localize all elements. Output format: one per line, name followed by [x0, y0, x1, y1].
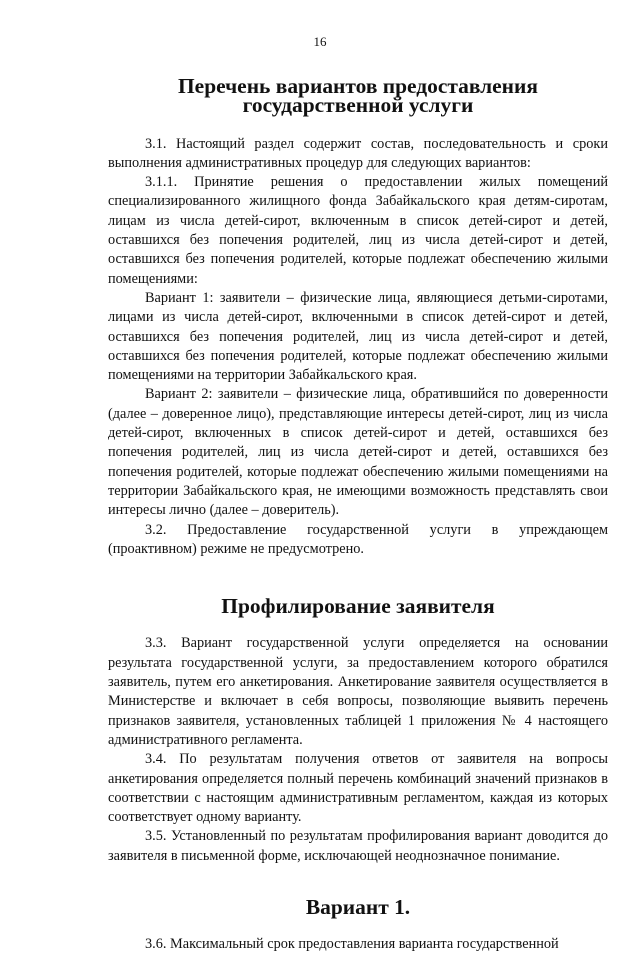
paragraph-variant-2: Вариант 2: заявители – физические лица, обратившийся по доверенности (далее – доверенное лицо), представляющие интересы детей-сирот, лиц из числа детей-сирот, включенных в список детей-сирот и детей, оставшихся без попечения родителей, лиц из числа детей-сирот и детей, оставшихся без попечения родителей, которые подлежат обеспечению жилыми помещениями на территории Забайкальского края, не имеющими возможность представлять свои интересы лично (далее – доверитель).: [108, 386, 608, 519]
paragraph-3-1-1: 3.1.1. Принятие решения о предоставлении жилых помещений специализированного жилищного фонда Забайкальского края детям-сиротам, лицам из числа детей-сирот, включенным в список детей-сирот и детей, оставшихся без попечения родителей, лиц из числа детей-сирот и детей, оставшихся без попечения родителей, которые подлежат обеспечению жилыми помещениями:: [108, 174, 608, 287]
paragraph-3-5: 3.5. Установленный по результатам профилирования вариант доводится до заявителя в письменной форме, исключающей неоднозначное понимание.: [108, 828, 608, 864]
document-body: [108, 52, 608, 955]
paragraph-3-1: 3.1. Настоящий раздел содержит состав, последовательность и сроки выполнения административных процедур для следующих вариантов:: [108, 135, 608, 171]
section-heading-variant-1: Вариант 1.: [305, 894, 411, 919]
page-number: 16: [313, 34, 327, 49]
paragraph-3-4: 3.4. По результатам получения ответов от заявителя на вопросы анкетирования определяется полный перечень комбинаций значений признаков в соответствии с настоящим административным регламентом, каждая из которых соответствует одному варианту.: [108, 751, 608, 826]
paragraph-3-3: 3.3. Вариант государственной услуги определяется на основании результата государственной услуги, за предоставлением которого обратился заявитель, путем его анкетирования. Анкетирование заявителя осуществляется в Министерстве и включает в себя вопросы, позволяющие выявить перечень признаков заявителя, установленных таблицей 1 приложения № 4 настоящего административного регламента.: [108, 635, 608, 748]
section-heading-applicant-profiling: Профилирование заявителя: [221, 594, 495, 619]
section-heading-variants-list: Перечень вариантов предоставления государственной услуги: [178, 74, 538, 118]
paragraph-3-2: 3.2. Предоставление государственной услуги в упреждающем (проактивном) режиме не предусмотрено.: [108, 521, 608, 557]
paragraph-3-6: 3.6. Максимальный срок предоставления варианта государственной: [145, 936, 559, 953]
paragraph-variant-1: Вариант 1: заявители – физические лица, являющиеся детьми-сиротами, лицами из числа детей-сирот, включенными в список детей-сирот и детей, оставшихся без попечения родителей, лиц из числа детей-сирот и детей, оставшихся без попечения родителей, которые подлежат обеспечению жилыми помещениями на территории Забайкальского края.: [108, 289, 608, 384]
